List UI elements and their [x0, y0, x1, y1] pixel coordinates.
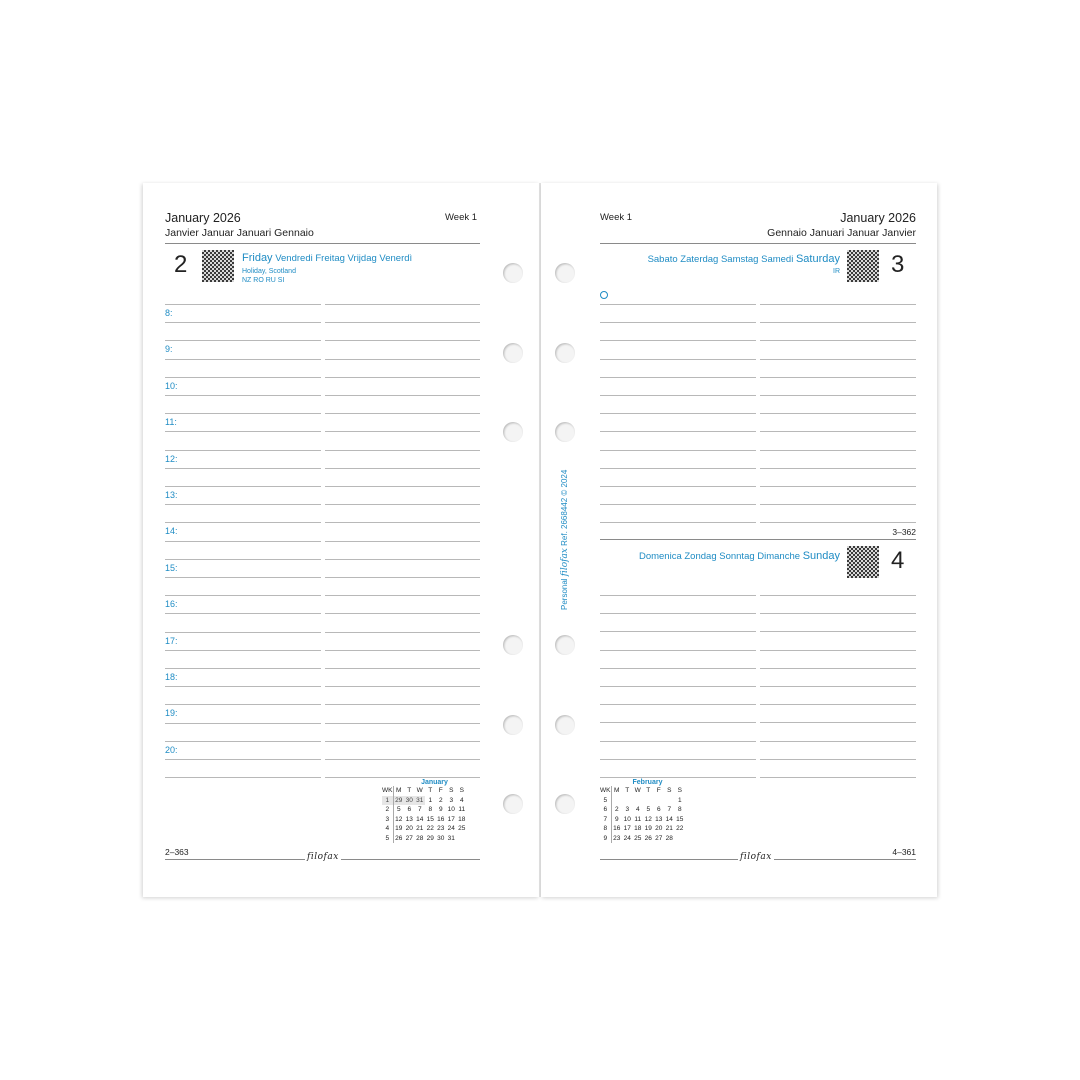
- writing-line: [600, 486, 756, 487]
- calendar-day-cell: 12: [644, 815, 652, 823]
- writing-line: [325, 650, 480, 651]
- qr-code-icon: [847, 546, 879, 578]
- writing-line: [600, 722, 756, 723]
- calendar-day-cell: 30: [405, 796, 413, 804]
- writing-line: [760, 759, 916, 760]
- calendar-day-cell: 31: [447, 834, 455, 842]
- qr-code-icon: [202, 250, 234, 282]
- writing-line: [325, 522, 480, 523]
- writing-line: [600, 777, 756, 778]
- writing-line: [165, 632, 321, 633]
- mini-calendar-title: January: [421, 779, 448, 786]
- right-month-title: January 2026: [840, 211, 916, 225]
- right-month-languages: Gennaio Januari Januar Janvier: [767, 227, 916, 239]
- sunday-translations: Domenica Zondag Sonntag Dimanche: [638, 551, 801, 562]
- calendar-day-cell: 5: [396, 806, 401, 813]
- calendar-day-cell: 15: [676, 815, 684, 823]
- writing-line: [165, 777, 321, 778]
- writing-line: [760, 395, 916, 396]
- calendar-header-cell: W: [416, 787, 423, 794]
- calendar-day-cell: 17: [447, 815, 455, 823]
- calendar-day-cell: 16: [613, 825, 621, 832]
- calendar-day-cell: 8: [677, 806, 682, 813]
- writing-line: [325, 632, 480, 633]
- calendar-day-cell: 28: [416, 834, 424, 842]
- mini-calendar-february: [600, 779, 685, 843]
- writing-line: [760, 504, 916, 505]
- calendar-day-cell: 24: [447, 825, 455, 832]
- writing-line: [760, 431, 916, 432]
- calendar-day-cell: 4: [382, 824, 393, 834]
- calendar-day-cell: 29: [393, 796, 404, 806]
- calendar-day-cell: 23: [613, 834, 621, 842]
- writing-line: [325, 541, 480, 542]
- calendar-day-cell: 13: [405, 815, 413, 823]
- calendar-day-cell: 9: [614, 815, 619, 823]
- hour-label: 19:: [165, 708, 178, 718]
- hour-label: 13:: [165, 490, 178, 500]
- writing-line: [600, 322, 756, 323]
- writing-line: [600, 595, 756, 596]
- hour-label: 18:: [165, 672, 178, 682]
- writing-line: [325, 577, 480, 578]
- writing-line: [165, 377, 321, 378]
- hour-label: 10:: [165, 381, 178, 391]
- writing-line: [600, 359, 756, 360]
- writing-line: [165, 359, 321, 360]
- mini-calendar-table: [382, 786, 467, 843]
- left-page-code: 2–363: [165, 847, 189, 857]
- writing-line: [325, 413, 480, 414]
- left-day-number: 2: [174, 251, 188, 278]
- saturday-country: IR: [833, 268, 840, 275]
- writing-line: [165, 686, 321, 687]
- calendar-day-cell: 21: [416, 825, 424, 832]
- writing-line: [760, 613, 916, 614]
- left-day-names: [242, 252, 412, 264]
- reference-brand: filofax: [560, 548, 570, 577]
- writing-line: [760, 777, 916, 778]
- mini-calendar-title: February: [632, 779, 663, 786]
- calendar-day-cell: 7: [417, 806, 422, 813]
- writing-line: [165, 395, 321, 396]
- binder-hole: [555, 635, 575, 655]
- writing-line: [165, 559, 321, 560]
- writing-line: [600, 450, 756, 451]
- binder-hole: [555, 343, 575, 363]
- country-codes: NZ RO RU SI: [242, 277, 285, 284]
- writing-line: [165, 595, 321, 596]
- calendar-day-cell: 9: [600, 834, 611, 844]
- hour-label: 14:: [165, 526, 178, 536]
- calendar-day-cell: 29: [426, 834, 434, 842]
- writing-line: [600, 668, 756, 669]
- calendar-day-cell: 19: [395, 825, 403, 832]
- writing-line: [325, 504, 480, 505]
- calendar-day-cell: 28: [665, 834, 673, 842]
- calendar-day-cell: 8: [600, 824, 611, 834]
- writing-line: [325, 595, 480, 596]
- calendar-day-cell: 12: [395, 815, 403, 823]
- hour-label: 11:: [165, 417, 177, 427]
- writing-line: [165, 741, 321, 742]
- writing-line: [760, 359, 916, 360]
- filofax-logo: filofax: [307, 852, 339, 862]
- calendar-day-cell: [622, 796, 633, 806]
- calendar-day-cell: 14: [416, 815, 424, 823]
- writing-line: [325, 431, 480, 432]
- writing-line: [760, 650, 916, 651]
- writing-line: [600, 759, 756, 760]
- calendar-day-cell: 15: [426, 815, 434, 823]
- writing-line: [325, 304, 480, 305]
- binder-hole: [555, 715, 575, 735]
- calendar-day-cell: 20: [655, 825, 663, 832]
- writing-line: [600, 613, 756, 614]
- writing-line: [600, 413, 756, 414]
- calendar-header-cell: S: [459, 787, 464, 794]
- binder-hole: [555, 263, 575, 283]
- calendar-day-cell: 11: [634, 815, 642, 823]
- calendar-day-cell: [457, 834, 468, 844]
- calendar-day-cell: 22: [676, 825, 684, 832]
- writing-line: [325, 777, 480, 778]
- right-week-label: Week 1: [600, 212, 633, 223]
- writing-line: [165, 613, 321, 614]
- calendar-day-cell: 2: [614, 806, 619, 813]
- right-page-code: 4–361: [892, 847, 916, 857]
- binder-hole: [555, 422, 575, 442]
- calendar-day-cell: 10: [623, 815, 631, 823]
- writing-line: [165, 541, 321, 542]
- calendar-day-cell: 1: [677, 796, 682, 804]
- writing-line: [600, 431, 756, 432]
- saturday-main: Saturday: [795, 253, 840, 265]
- calendar-day-cell: 6: [656, 806, 661, 813]
- writing-line: [600, 304, 756, 305]
- calendar-day-cell: 26: [395, 834, 403, 842]
- calendar-day-cell: 3: [382, 815, 393, 825]
- writing-line: [165, 650, 321, 651]
- writing-line: [165, 322, 321, 323]
- calendar-day-cell: 18: [458, 815, 466, 823]
- calendar-day-cell: 5: [382, 834, 393, 844]
- writing-line: [165, 522, 321, 523]
- hour-label: 8:: [165, 308, 173, 318]
- saturday-names: [648, 253, 840, 265]
- mini-calendar-table: [600, 786, 685, 843]
- binder-hole: [503, 343, 523, 363]
- calendar-day-cell: 3: [449, 796, 454, 804]
- writing-line: [165, 577, 321, 578]
- calendar-day-cell: 7: [600, 815, 611, 825]
- writing-line: [600, 377, 756, 378]
- writing-line: [165, 504, 321, 505]
- calendar-day-cell: 20: [405, 825, 413, 832]
- calendar-header-cell: S: [667, 787, 672, 794]
- writing-line: [325, 759, 480, 760]
- writing-line: [760, 377, 916, 378]
- writing-line: [760, 413, 916, 414]
- hour-label: 17:: [165, 636, 178, 646]
- writing-line: [325, 450, 480, 451]
- writing-line: [600, 650, 756, 651]
- reference-size: Personal: [560, 578, 569, 610]
- writing-line: [325, 359, 480, 360]
- calendar-header-cell: T: [428, 787, 433, 794]
- left-header-rule: [165, 243, 480, 244]
- writing-line: [760, 322, 916, 323]
- writing-line: [600, 741, 756, 742]
- calendar-day-cell: 6: [600, 805, 611, 815]
- left-day-main: Friday: [242, 252, 273, 264]
- writing-line: [165, 723, 321, 724]
- calendar-day-cell: 8: [428, 806, 433, 813]
- writing-line: [165, 468, 321, 469]
- writing-line: [760, 704, 916, 705]
- calendar-day-cell: 23: [437, 825, 445, 832]
- writing-line: [600, 522, 756, 523]
- sunday-names: [639, 550, 840, 562]
- hour-label: 9:: [165, 344, 173, 354]
- writing-line: [325, 468, 480, 469]
- calendar-day-cell: 25: [634, 834, 642, 842]
- calendar-header-cell: WK: [600, 787, 611, 794]
- left-month-title: January 2026: [165, 211, 241, 225]
- reference-text: [560, 470, 570, 610]
- binder-hole: [555, 794, 575, 814]
- binder-hole: [503, 715, 523, 735]
- holiday-note: Holiday, Scotland: [242, 268, 296, 275]
- calendar-day-cell: 10: [447, 806, 455, 813]
- calendar-day-cell: 9: [438, 806, 443, 813]
- writing-line: [325, 559, 480, 560]
- calendar-day-cell: 19: [644, 825, 652, 832]
- calendar-day-cell: [664, 796, 675, 806]
- writing-line: [325, 377, 480, 378]
- calendar-day-cell: [643, 796, 654, 806]
- sunday-main: Sunday: [802, 550, 840, 562]
- writing-line: [760, 595, 916, 596]
- binder-hole: [503, 635, 523, 655]
- calendar-day-cell: 1: [428, 796, 433, 804]
- writing-line: [760, 522, 916, 523]
- writing-line: [760, 486, 916, 487]
- calendar-day-cell: 27: [405, 834, 413, 842]
- reference-number: Ref. 2668442: [560, 497, 569, 546]
- writing-line: [760, 304, 916, 305]
- hour-label: 12:: [165, 454, 178, 464]
- writing-line: [600, 340, 756, 341]
- hour-label: 15:: [165, 563, 178, 573]
- left-month-languages: Janvier Januar Januari Gennaio: [165, 227, 314, 239]
- calendar-day-cell: 25: [458, 825, 466, 832]
- writing-line: [165, 704, 321, 705]
- saturday-end-rule: [600, 539, 916, 540]
- calendar-day-cell: 27: [655, 834, 663, 842]
- calendar-day-cell: 21: [665, 825, 673, 832]
- filofax-logo: filofax: [740, 852, 772, 862]
- left-week-label: Week 1: [445, 212, 478, 223]
- writing-line: [600, 395, 756, 396]
- writing-line: [165, 431, 321, 432]
- writing-line: [325, 340, 480, 341]
- writing-line: [760, 741, 916, 742]
- calendar-header-cell: M: [396, 787, 402, 794]
- writing-line: [760, 340, 916, 341]
- writing-line: [325, 668, 480, 669]
- writing-line: [760, 468, 916, 469]
- writing-line: [165, 668, 321, 669]
- writing-line: [600, 704, 756, 705]
- left-diary-page: [143, 183, 539, 897]
- calendar-day-cell: 1: [382, 796, 393, 806]
- calendar-day-cell: [675, 834, 686, 844]
- calendar-day-cell: 31: [416, 796, 424, 804]
- calendar-header-cell: F: [656, 787, 661, 794]
- writing-line: [325, 741, 480, 742]
- hour-label: 20:: [165, 745, 178, 755]
- sunday-number: 4: [891, 547, 905, 574]
- writing-line: [165, 340, 321, 341]
- calendar-header-cell: T: [625, 787, 630, 794]
- writing-line: [760, 668, 916, 669]
- writing-line: [600, 468, 756, 469]
- calendar-day-cell: 11: [458, 806, 466, 813]
- writing-line: [165, 759, 321, 760]
- calendar-header-cell: S: [449, 787, 454, 794]
- left-day-translations: Vendredi Freitag Vrijdag Venerdì: [275, 253, 413, 264]
- saturday-translations: Sabato Zaterdag Samstag Samedi: [647, 254, 794, 265]
- writing-line: [325, 704, 480, 705]
- calendar-day-cell: 5: [646, 806, 651, 813]
- writing-line: [760, 686, 916, 687]
- calendar-day-cell: 22: [426, 825, 434, 832]
- calendar-header-cell: S: [677, 787, 682, 794]
- calendar-day-cell: [654, 796, 665, 806]
- qr-code-icon: [847, 250, 879, 282]
- calendar-day-cell: 13: [655, 815, 663, 823]
- calendar-day-cell: 16: [437, 815, 445, 823]
- binder-hole: [503, 263, 523, 283]
- writing-line: [600, 504, 756, 505]
- calendar-day-cell: 4: [635, 806, 640, 813]
- calendar-day-cell: 26: [644, 834, 652, 842]
- calendar-day-cell: 7: [667, 806, 672, 813]
- calendar-day-cell: 2: [382, 805, 393, 815]
- writing-line: [600, 686, 756, 687]
- calendar-day-cell: 14: [665, 815, 673, 823]
- calendar-header-cell: W: [634, 787, 641, 794]
- binder-hole: [503, 794, 523, 814]
- calendar-day-cell: 30: [437, 834, 445, 842]
- circle-marker-icon: [600, 291, 608, 299]
- writing-line: [325, 613, 480, 614]
- calendar-header-cell: WK: [382, 787, 393, 794]
- calendar-day-cell: 4: [459, 796, 464, 804]
- writing-line: [325, 686, 480, 687]
- writing-line: [325, 395, 480, 396]
- writing-line: [760, 631, 916, 632]
- calendar-day-cell: 6: [407, 806, 412, 813]
- calendar-day-cell: 24: [623, 834, 631, 842]
- writing-line: [760, 450, 916, 451]
- calendar-header-cell: M: [614, 787, 620, 794]
- calendar-day-cell: [611, 796, 622, 806]
- calendar-day-cell: 17: [623, 825, 631, 832]
- calendar-day-cell: 18: [634, 825, 642, 832]
- writing-line: [165, 413, 321, 414]
- right-header-rule: [600, 243, 916, 244]
- calendar-day-cell: 3: [625, 806, 630, 813]
- writing-line: [760, 722, 916, 723]
- calendar-day-cell: 5: [600, 796, 611, 806]
- calendar-day-cell: [633, 796, 644, 806]
- writing-line: [325, 723, 480, 724]
- reference-copyright: © 2024: [560, 469, 569, 496]
- saturday-number: 3: [891, 251, 905, 278]
- calendar-header-cell: T: [646, 787, 651, 794]
- writing-line: [600, 631, 756, 632]
- saturday-code: 3–362: [892, 527, 916, 537]
- writing-line: [165, 450, 321, 451]
- calendar-day-cell: 2: [438, 796, 443, 804]
- hour-label: 16:: [165, 599, 178, 609]
- writing-line: [165, 486, 321, 487]
- mini-calendar-january: [382, 779, 467, 843]
- writing-line: [325, 486, 480, 487]
- writing-line: [165, 304, 321, 305]
- calendar-header-cell: F: [438, 787, 443, 794]
- binder-hole: [503, 422, 523, 442]
- calendar-header-cell: T: [407, 787, 412, 794]
- writing-line: [325, 322, 480, 323]
